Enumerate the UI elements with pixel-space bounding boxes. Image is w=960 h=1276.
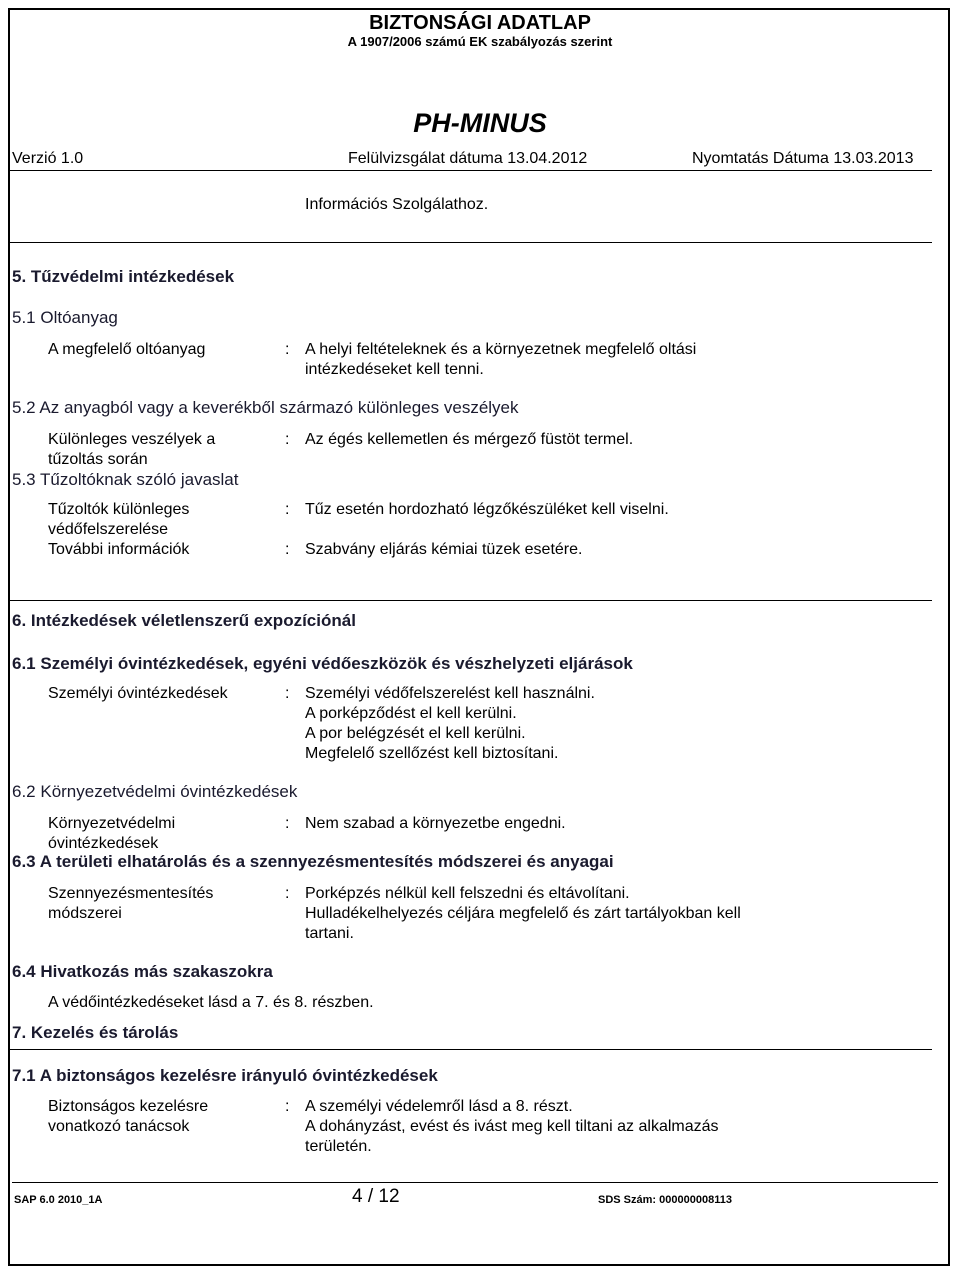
cleanup-methods-value: Porképzés nélkül kell felszedni és eltávolítani. — [305, 885, 630, 902]
safe-handling-label: vonatkozó tanácsok — [48, 1118, 190, 1135]
section-6-title: 6. Intézkedések véletlenszerű expozíciónál — [12, 611, 356, 630]
colon: : — [285, 685, 290, 702]
print-date: Nyomtatás Dátuma 13.03.2013 — [692, 150, 914, 167]
header-divider — [10, 170, 932, 171]
personal-precautions-value: Személyi védőfelszerelést kell használni. — [305, 685, 595, 702]
firefighter-equipment-value: Tűz esetén hordozható légzőkészüléket kell viselni. — [305, 501, 669, 518]
firefighter-equipment-label: védőfelszerelése — [48, 521, 169, 538]
document-subtitle: A 1907/2006 számú EK szabályozás szerint — [347, 34, 613, 49]
page-number: 4 / 12 — [352, 1186, 400, 1207]
special-hazards-label: tűzoltás során — [48, 451, 148, 468]
version-label: Verzió 1.0 — [12, 150, 84, 167]
reference-text: A védőintézkedéseket lásd a 7. és 8. részben. — [48, 994, 374, 1011]
colon: : — [285, 341, 290, 358]
further-info-value: Szabvány eljárás kémiai tüzek esetére. — [305, 541, 583, 558]
colon: : — [285, 1098, 290, 1115]
environmental-precautions-label: óvintézkedések — [48, 835, 159, 852]
cleanup-methods-label: módszerei — [48, 905, 122, 922]
section-5-2-title: 5.2 Az anyagból vagy a keverékből származó különleges veszélyek — [12, 398, 519, 417]
section-6-3-title: 6.3 A területi elhatárolás és a szennyezésmentesítés módszerei és anyagai — [12, 852, 614, 871]
footer-divider — [12, 1182, 938, 1183]
colon: : — [285, 501, 290, 518]
section-7-1-title: 7.1 A biztonságos kezelésre irányuló óvintézkedések — [12, 1066, 438, 1085]
sap-version: SAP 6.0 2010_1A — [14, 1194, 103, 1206]
safe-handling-value: A dohányzást, evést és ivást meg kell tiltani az alkalmazás — [305, 1118, 719, 1135]
product-name: PH-MINUS — [413, 108, 547, 138]
environmental-precautions-value: Nem szabad a környezetbe engedni. — [305, 815, 566, 832]
section-5-1-title: 5.1 Oltóanyag — [12, 308, 118, 327]
safe-handling-value: területén. — [305, 1138, 372, 1155]
continued-text: Információs Szolgálathoz. — [305, 196, 489, 213]
special-hazards-label: Különleges veszélyek a — [48, 431, 216, 448]
personal-precautions-value: A porképződést el kell kerülni. — [305, 705, 517, 722]
safe-handling-value: A személyi védelemről lásd a 8. részt. — [305, 1098, 573, 1115]
sds-number: SDS Szám: 000000008113 — [598, 1194, 732, 1206]
cleanup-methods-label: Szennyezésmentesítés — [48, 885, 214, 902]
section-6-4-title: 6.4 Hivatkozás más szakaszokra — [12, 962, 273, 981]
special-hazards-value: Az égés kellemetlen és mérgező füstöt termel. — [305, 431, 634, 448]
personal-precautions-value: A por belégzését el kell kerülni. — [305, 725, 526, 742]
colon: : — [285, 431, 290, 448]
extinguishing-media-label: A megfelelő oltóanyag — [48, 341, 206, 358]
extinguishing-media-value: intézkedéseket kell tenni. — [305, 361, 484, 378]
extinguishing-media-value: A helyi feltételeknek és a környezetnek megfelelő oltási — [305, 341, 697, 358]
personal-precautions-value: Megfelelő szellőzést kell biztosítani. — [305, 745, 559, 762]
section-divider — [10, 600, 932, 601]
section-5-3-title: 5.3 Tűzoltóknak szóló javaslat — [12, 470, 239, 489]
safe-handling-label: Biztonságos kezelésre — [48, 1098, 209, 1115]
cleanup-methods-value: Hulladékelhelyezés céljára megfelelő és zárt tartályokban kell — [305, 905, 741, 922]
further-info-label: További információk — [48, 541, 190, 558]
colon: : — [285, 541, 290, 558]
section-6-2-title: 6.2 Környezetvédelmi óvintézkedések — [12, 782, 298, 801]
colon: : — [285, 815, 290, 832]
personal-precautions-label: Személyi óvintézkedések — [48, 685, 228, 702]
document-title: BIZTONSÁGI ADATLAP — [369, 12, 591, 34]
colon: : — [285, 885, 290, 902]
environmental-precautions-label: Környezetvédelmi — [48, 815, 176, 832]
cleanup-methods-value: tartani. — [305, 925, 354, 942]
section-divider — [10, 1049, 932, 1050]
firefighter-equipment-label: Tűzoltók különleges — [48, 501, 190, 518]
section-6-1-title: 6.1 Személyi óvintézkedések, egyéni védőeszközök és vészhelyzeti eljárások — [12, 654, 633, 673]
section-divider — [10, 242, 932, 243]
section-5-title: 5. Tűzvédelmi intézkedések — [12, 267, 235, 286]
revision-date: Felülvizsgálat dátuma 13.04.2012 — [348, 150, 588, 167]
section-7-title: 7. Kezelés és tárolás — [12, 1023, 179, 1042]
